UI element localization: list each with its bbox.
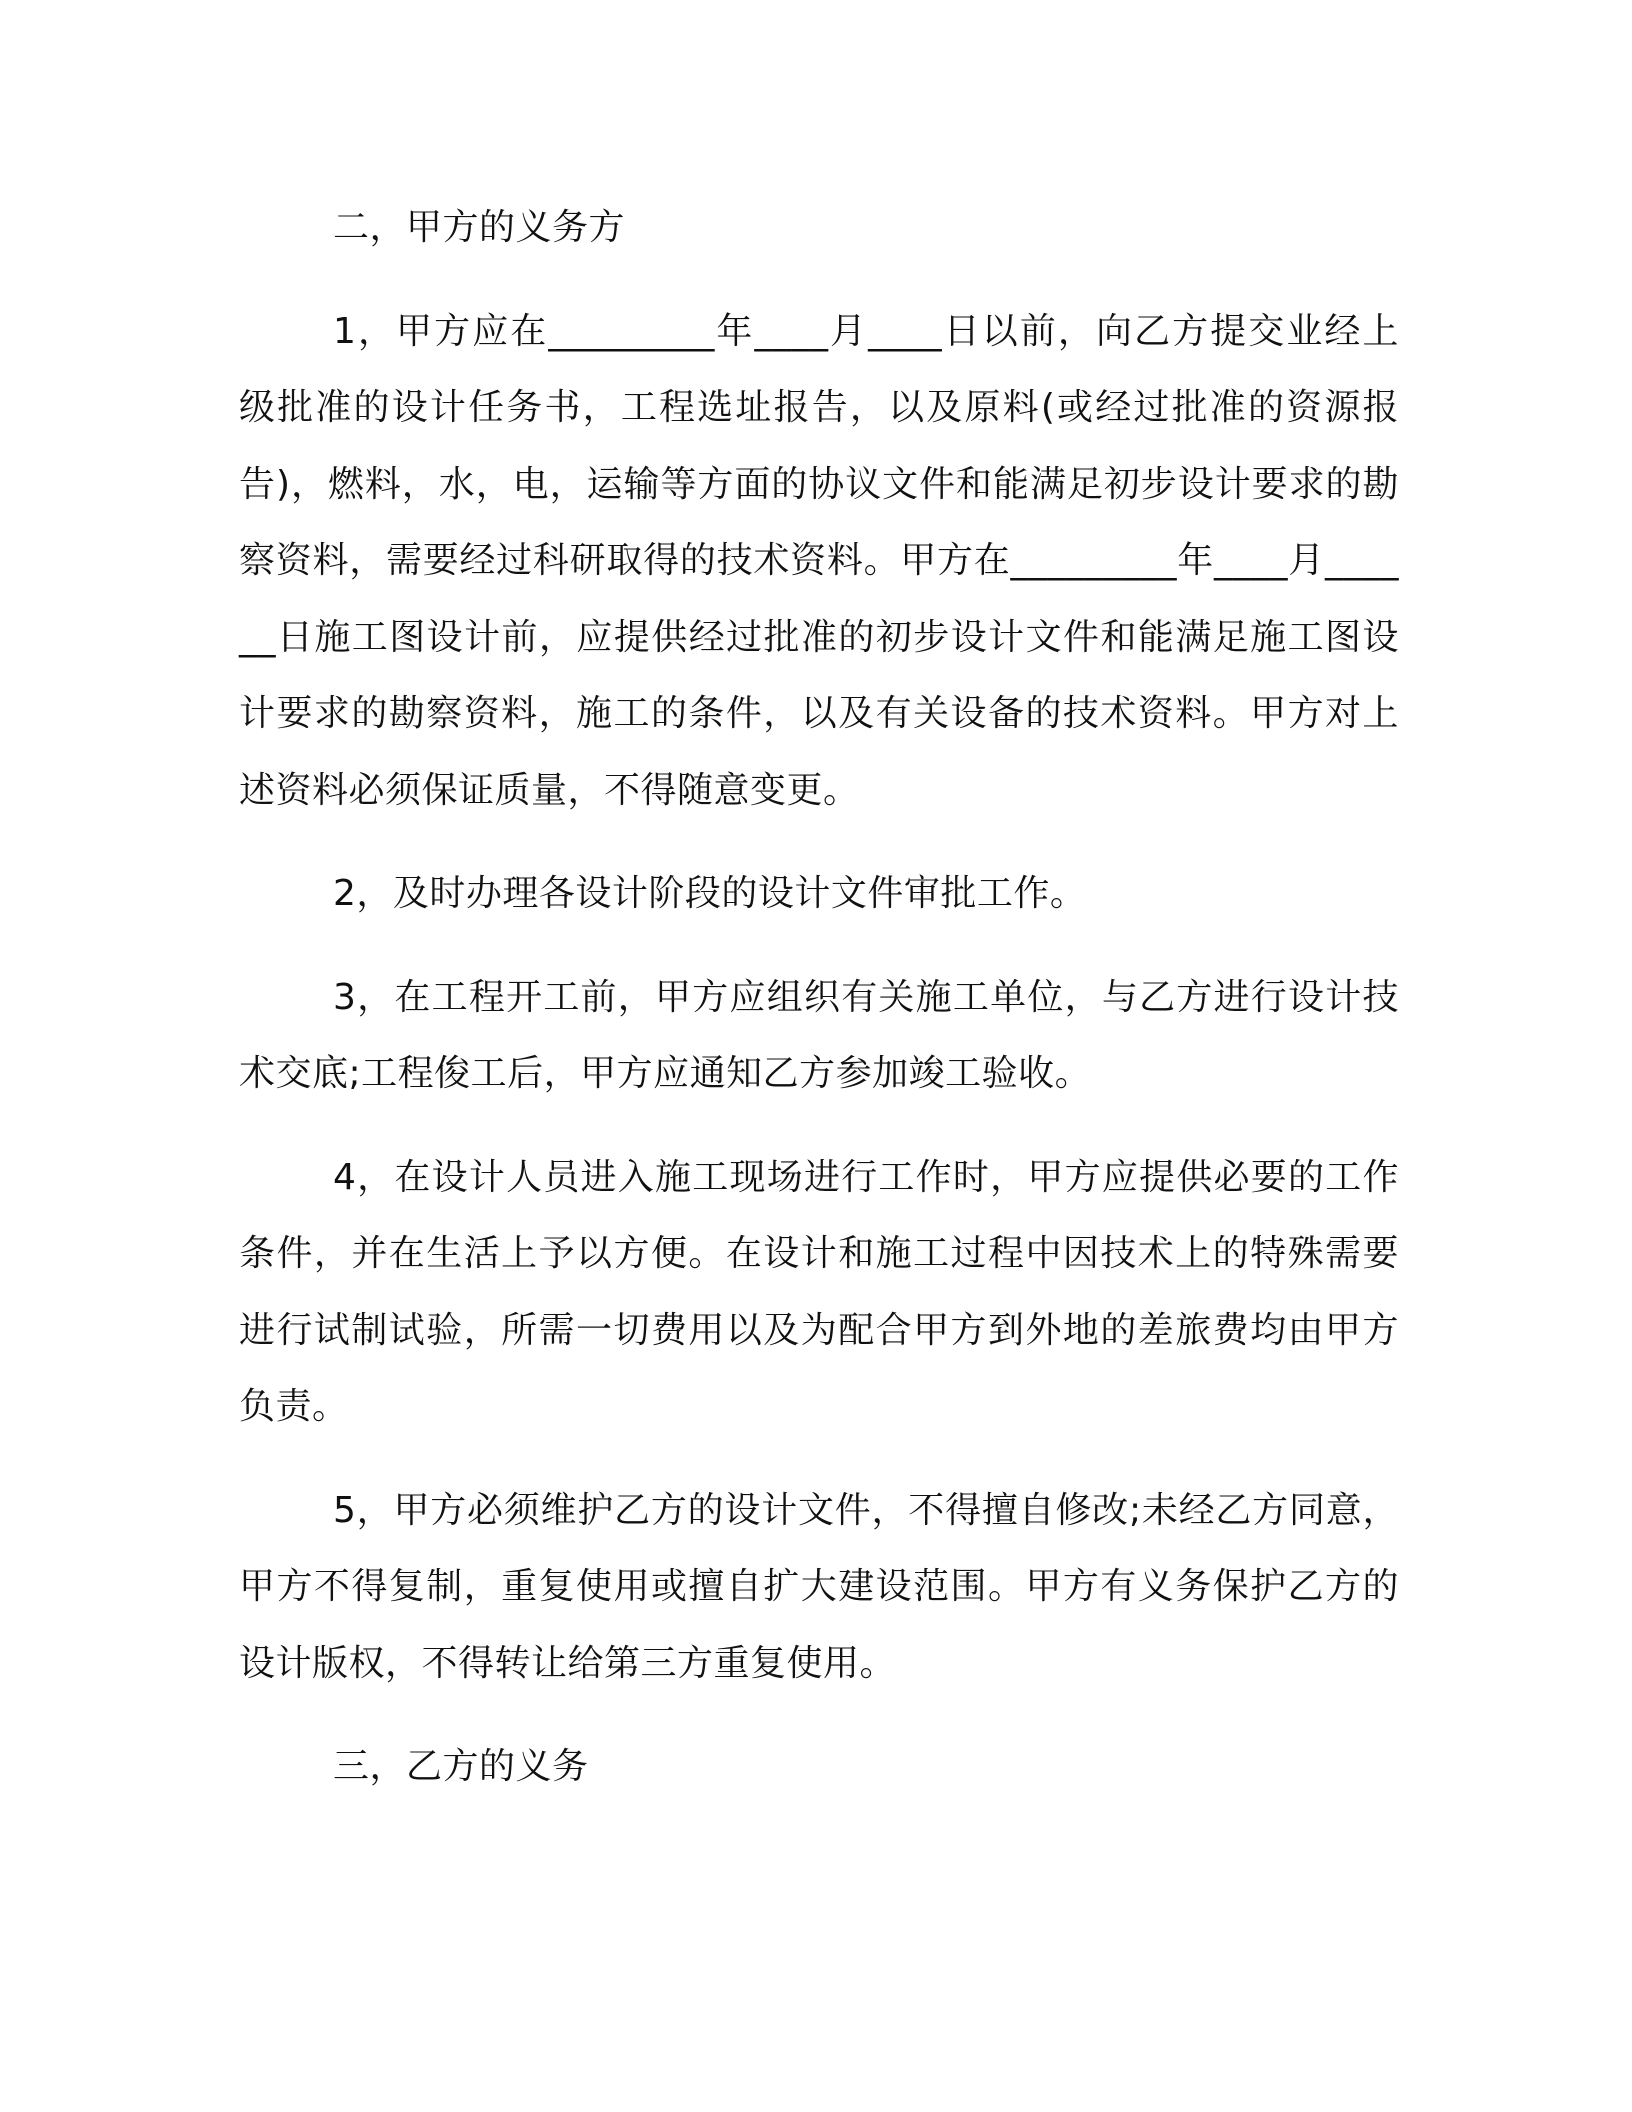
section-heading-3: 三，乙方的义务 — [333, 1746, 589, 1787]
clause-3: 3，在工程开工前，甲方应组织有关施工单位，与乙方进行设计技术交底;工程俊工后，甲方应通知乙方参加竣工验收。 — [239, 976, 1399, 1094]
clause-1: 1，甲方应在_________年____月____日以前，向乙方提交业经上级批准的设计任务书，工程选址报告，以及原料(或经过批准的资源报告)，燃料，水，电，运输等方面的协议文件和能满足初步设计要求的勘察资料，需要经过科研取得的技术资料。甲方在_________年____月______日施工图设计前，应提供经过批准的初步设计文件和能满足施工图设计要求的勘察资料，施工的条件，以及有关设备的技术资料。甲方对上述资料必须保证质量，不得随意变更。 — [239, 310, 1399, 811]
clause-5: 5，甲方必须维护乙方的设计文件，不得擅自修改;未经乙方同意，甲方不得复制，重复使用或擅自扩大建设范围。甲方有义务保护乙方的设计版权，不得转让给第三方重复使用。 — [239, 1489, 1399, 1684]
document-body — [239, 190, 1399, 1806]
clause-2: 2，及时办理各设计阶段的设计文件审批工作。 — [333, 873, 1087, 914]
section-heading-2: 二，甲方的义务方 — [333, 207, 626, 248]
clause-4: 4，在设计人员进入施工现场进行工作时，甲方应提供必要的工作条件，并在生活上予以方便。在设计和施工过程中因技术上的特殊需要进行试制试验，所需一切费用以及为配合甲方到外地的差旅费均由甲方负责。 — [239, 1156, 1399, 1427]
